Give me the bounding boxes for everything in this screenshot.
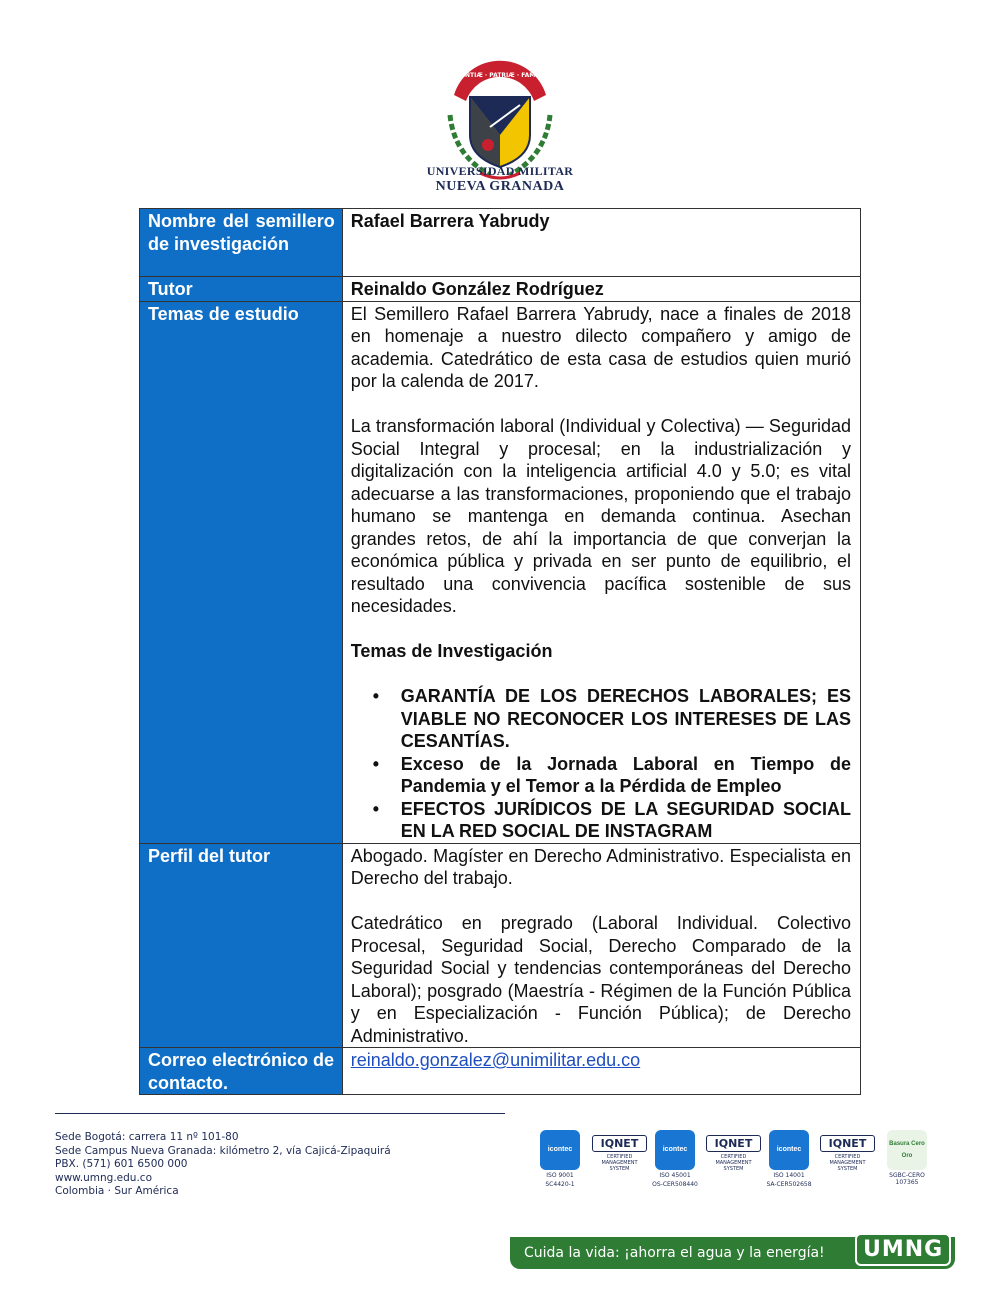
list-item: • Exceso de la Jornada Laboral en Tiempo de Pandemia y el Temor a la Pérdida de Empleo xyxy=(401,753,851,798)
icontec-iso14001-badge: icontec ISO 14001 SA-CER502658 xyxy=(764,1130,814,1188)
university-name xyxy=(400,164,600,194)
iqnet-badge: IQNET CERTIFIED MANAGEMENT SYSTEM xyxy=(706,1135,761,1172)
basura-cero-badge: Basura Cero Oro SGBC-CERO 107365 xyxy=(882,1130,932,1186)
university-name-line1: UNIVERSIDAD MILITAR xyxy=(426,164,574,178)
research-topics-heading: Temas de Investigación xyxy=(350,641,553,661)
university-name-line2: NUEVA GRANADA xyxy=(435,179,565,194)
label-tutor: Tutor xyxy=(140,277,343,302)
iqnet-badge: IQNET CERTIFIED MANAGEMENT SYSTEM xyxy=(820,1135,875,1172)
table-row xyxy=(140,209,861,277)
list-item: • EFECTOS JURÍDICOS DE LA SEGURIDAD SOCIAL EN LA RED SOCIAL DE INSTAGRAM xyxy=(401,798,851,843)
table-row xyxy=(140,1048,861,1095)
address-line: PBX. (571) 601 6500 000 xyxy=(55,1158,188,1170)
website-link[interactable]: www.umng.edu.co xyxy=(55,1171,152,1184)
label-study-topics: Temas de estudio xyxy=(140,301,343,843)
footer-address xyxy=(55,1131,391,1199)
study-paragraph-2: La transformación laboral (Individual y Colectiva) — Seguridad Social Integral y procesal; en la industrialización y digitalización con la inteligencia artificial 4.0 y 5.0; es vital adecuarse a las transformaciones, proponiendo que el trabajo humano se mantenga en demanda continua. Asechan grandes retos, de ahí la importancia de que converjan la económica pública y privada en ser punto de equilibrio, el resultado una convivencia pacífica sostenible de sus necesidades. xyxy=(350,416,851,616)
footer-divider xyxy=(55,1113,505,1114)
study-paragraph-1: El Semillero Rafael Barrera Yabrudy, nace a finales de 2018 en homenaje a nuestro dilecto compañero y amigo de academia. Catedrático de esta casa de estudios quien murió por la calenda de 2017. xyxy=(350,303,851,391)
value-study-topics xyxy=(342,301,860,843)
address-line: Sede Bogotá: carrera 11 nº 101-80 xyxy=(55,1131,239,1143)
umng-logo: UMNG xyxy=(855,1233,951,1266)
label-tutor-profile: Perfil del tutor xyxy=(140,843,343,1048)
value-tutor-profile xyxy=(342,843,860,1048)
list-item: • GARANTÍA DE LOS DERECHOS LABORALES; ES VIABLE NO RECONOCER LOS INTERESES DE LAS CESANTÍAS. xyxy=(401,685,851,753)
value-group-name: Rafael Barrera Yabrudy xyxy=(342,209,860,277)
icontec-iso45001-badge: icontec ISO 45001 OS-CER508440 xyxy=(650,1130,700,1188)
table-row xyxy=(140,301,861,843)
value-tutor: Reinaldo González Rodríguez xyxy=(342,277,860,302)
label-contact-email: Correo electrónico de contacto. xyxy=(140,1048,343,1095)
contact-email-link[interactable]: reinaldo.gonzalez@unimilitar.edu.co xyxy=(350,1050,641,1070)
address-line: Colombia · Sur América xyxy=(55,1185,179,1197)
table-row xyxy=(140,843,861,1048)
iqnet-badge: IQNET CERTIFIED MANAGEMENT SYSTEM xyxy=(592,1135,647,1172)
svg-text:SCIENTIÆ · PATRIÆ · FAMILIÆ: SCIENTIÆ · PATRIÆ · FAMILIÆ xyxy=(449,72,551,79)
slogan-banner: Cuida la vida: ¡ahorra el agua y la energía! xyxy=(510,1237,955,1269)
label-group-name: Nombre del semillero de investigación xyxy=(140,209,343,277)
icontec-iso9001-badge: icontec ISO 9001 SC4420-1 xyxy=(535,1130,585,1188)
profile-paragraph-2: Catedrático en pregrado (Laboral Individual. Colectivo Procesal, Seguridad Social, Derecho Comparado de la Seguridad Social y tendencias contemporáneas del Derecho Laboral); posgrado (Maestría - Régimen de la Función Pública y en Especialización - Función Pública); de Derecho Administrativo. xyxy=(350,913,851,1046)
profile-paragraph-1: Abogado. Magíster en Derecho Administrativo. Especialista en Derecho del trabajo. xyxy=(350,845,851,888)
research-group-table xyxy=(139,208,861,1095)
table-row xyxy=(140,277,861,302)
address-line: Sede Campus Nueva Granada: kilómetro 2, vía Cajicá-Zipaquirá xyxy=(55,1144,391,1157)
research-topics-list xyxy=(351,685,851,843)
